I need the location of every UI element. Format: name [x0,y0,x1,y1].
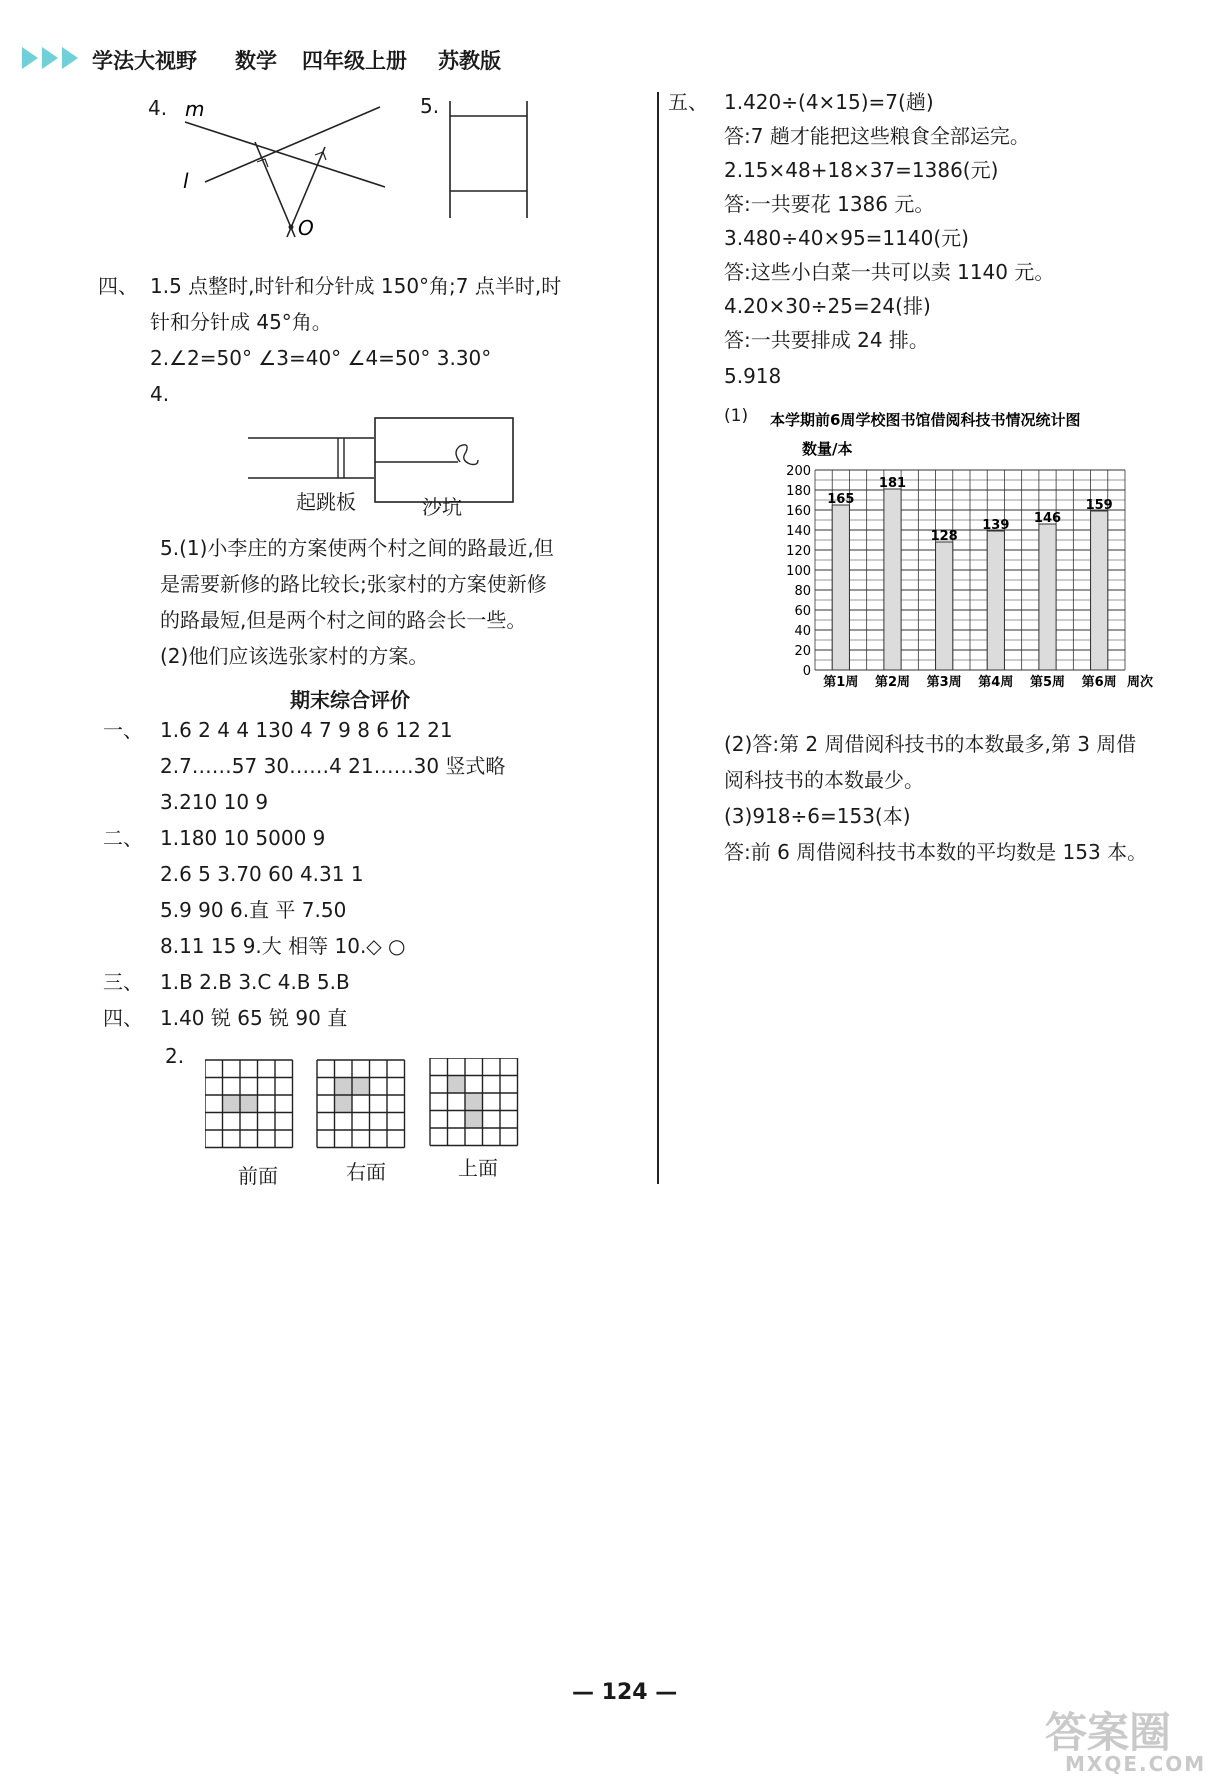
view-shaded-cell [352,1078,370,1096]
header-title: 学法大视野 [92,49,197,73]
chart-title: 本学期前6周学校图书馆借阅科技书情况统计图 [770,411,1081,429]
view-shaded-cell [465,1093,483,1111]
view-shaded-cell [335,1095,353,1113]
chart-y-tick-label: 60 [794,604,811,619]
sec5-line-9: 5.918 [724,364,782,388]
q5-line-1: 5.(1)小李庄的方案使两个村之间的路最近,但 [160,536,554,560]
chart-data-label: 139 [982,518,1010,533]
fig4-label: 4. [148,96,168,120]
chart-y-tick-label: 0 [802,664,811,679]
f2-line-2: 2.6 5 3.70 60 4.31 1 [160,862,364,886]
q5-line-2: 是需要新修的路比较长;张家村的方案使新修 [160,572,547,596]
sec5-line-8: 答:一共要排成 24 排。 [724,328,929,352]
chart-y-tick-label: 100 [786,564,811,579]
final-review-title: 期末综合评价 [290,688,410,712]
f2-line-1: 1.180 10 5000 9 [160,826,326,850]
chart-y-tick-label: 160 [786,504,811,519]
fig5-rectangle-diagram [440,96,540,226]
sec5-line-5: 3.480÷40×95=1140(元) [724,226,969,250]
watermark-logo: 答案圈 [1045,1708,1172,1757]
front-view-grid [205,1060,293,1148]
q5-line-3: 的路最短,但是两个村之间的路会长一些。 [160,608,527,632]
sec5-line-3: 2.15×48+18×37=1386(元) [724,158,999,182]
f3-line-1: 1.B 2.B 3.C 4.B 5.B [160,970,350,994]
column-divider [657,92,659,1184]
f3-mark: 三、 [103,970,143,994]
fig5-label: 5. [420,94,440,118]
chart-bar [832,505,849,670]
chart-y-tick-label: 200 [786,464,811,479]
fig4-m-label: m [185,97,205,121]
logo-arrow-icon [22,47,38,69]
view-shaded-cell [240,1095,258,1113]
f4-line-2: 2. [165,1044,185,1068]
view-label-right: 右面 [346,1160,386,1184]
header-edition: 苏教版 [438,49,501,73]
f2-line-3: 5.9 90 6.直 平 7.50 [160,898,347,922]
right-view-grid [317,1060,405,1148]
sec4-line-3: 2.∠2=50° ∠3=40° ∠4=50° 3.30° [150,346,492,370]
chart-part-label: (1) [724,406,749,426]
sand-pit-label: 沙坑 [422,495,462,519]
chart-bar [1039,524,1056,670]
f1-line-2: 2.7……57 30……4 21……30 竖式略 [160,754,506,778]
chart-x-tick-label: 第1周 [823,675,859,690]
chart-x-ticks [823,674,1153,690]
header-subject: 数学 [235,49,277,73]
chart-x-axis-label: 周次 [1127,675,1154,690]
q5-line-4: (2)他们应该选张家村的方案。 [160,644,429,668]
sec5-mark: 五、 [668,90,708,114]
part2-line-1: (2)答:第 2 周借阅科技书的本数最多,第 3 周借 [724,732,1137,756]
sec5-line-6: 答:这些小白菜一共可以卖 1140 元。 [724,260,1055,284]
fig4-o-label: O [298,216,314,240]
chart-bar [987,531,1004,670]
chart-y-tick-label: 20 [794,644,811,659]
sec5-line-7: 4.20×30÷25=24(排) [724,294,931,318]
chart-x-tick-label: 第5周 [1029,675,1066,690]
watermark-url: MXQE.COM [1065,1752,1207,1776]
f1-mark: 一、 [103,718,143,742]
sec4-line-2: 针和分针成 45°角。 [150,310,332,334]
page-number: — 124 — [572,1680,678,1705]
chart-data-label: 128 [930,529,958,544]
chart-x-tick-label: 第2周 [874,675,911,690]
chart-bar [1091,511,1108,670]
sec4-line-1: 1.5 点整时,时针和分针成 150°角;7 点半时,时 [150,274,562,298]
view-shaded-cell [223,1095,241,1113]
chart-data-label: 181 [878,476,907,491]
long-jump-diagram [248,410,528,522]
f1-line-1: 1.6 2 4 4 130 4 7 9 8 6 12 21 [160,718,453,742]
chart-x-tick-label: 第4周 [978,675,1014,690]
chart-y-tick-label: 180 [786,484,811,499]
f1-line-3: 3.210 10 9 [160,790,269,814]
chart-y-tick-label: 80 [794,584,811,599]
f4-line-1: 1.40 锐 65 锐 90 直 [160,1006,348,1030]
chart-y-axis-label: 数量/本 [802,440,853,458]
book-borrowing-bar-chart [760,400,1180,720]
chart-y-tick-label: 120 [786,544,811,559]
chart-bar [884,489,901,670]
logo-arrow-icon [42,47,58,69]
logo-arrow-icon [62,47,78,69]
fig4-lines-diagram [175,92,405,252]
sec4-mark: 四、 [98,274,138,298]
jump-board-label: 起跳板 [296,490,356,514]
sec5-line-2: 答:7 趟才能把这些粮食全部运完。 [724,124,1030,148]
chart-y-tick-label: 40 [794,624,811,639]
sec5-line-1: 1.420÷(4×15)=7(趟) [724,90,934,114]
sec5-line-4: 答:一共要花 1386 元。 [724,192,935,216]
f2-mark: 二、 [103,826,143,850]
chart-y-tick-label: 140 [786,524,811,539]
sec4-line-4: 4. [150,382,170,406]
f4-mark: 四、 [103,1006,143,1030]
chart-data-label: 165 [827,492,855,507]
view-shaded-cell [335,1078,353,1096]
view-shaded-cell [465,1111,483,1129]
view-shaded-cell [448,1076,466,1094]
chart-x-tick-label: 第6周 [1081,675,1117,690]
chart-y-ticks [786,464,811,679]
chart-bar [936,542,953,670]
part2-line-2: 阅科技书的本数最少。 [724,768,924,792]
f2-line-4: 8.11 15 9.大 相等 10.◇ ○ [160,934,406,958]
header-grade: 四年级上册 [302,49,407,73]
part3-line-2: 答:前 6 周借阅科技书本数的平均数是 153 本。 [724,840,1148,864]
view-label-top: 上面 [458,1156,498,1180]
view-label-front: 前面 [238,1164,278,1188]
page-number-value: 124 [601,1680,648,1705]
chart-x-tick-label: 第3周 [926,675,962,690]
chart-data-label: 146 [1033,511,1062,526]
chart-data-label: 159 [1085,498,1113,513]
three-views-diagram [205,1058,535,1168]
top-view-grid [430,1058,518,1146]
fig4-l-label: l [183,169,189,193]
chart-grid [815,470,1125,670]
part3-line-1: (3)918÷6=153(本) [724,804,911,828]
